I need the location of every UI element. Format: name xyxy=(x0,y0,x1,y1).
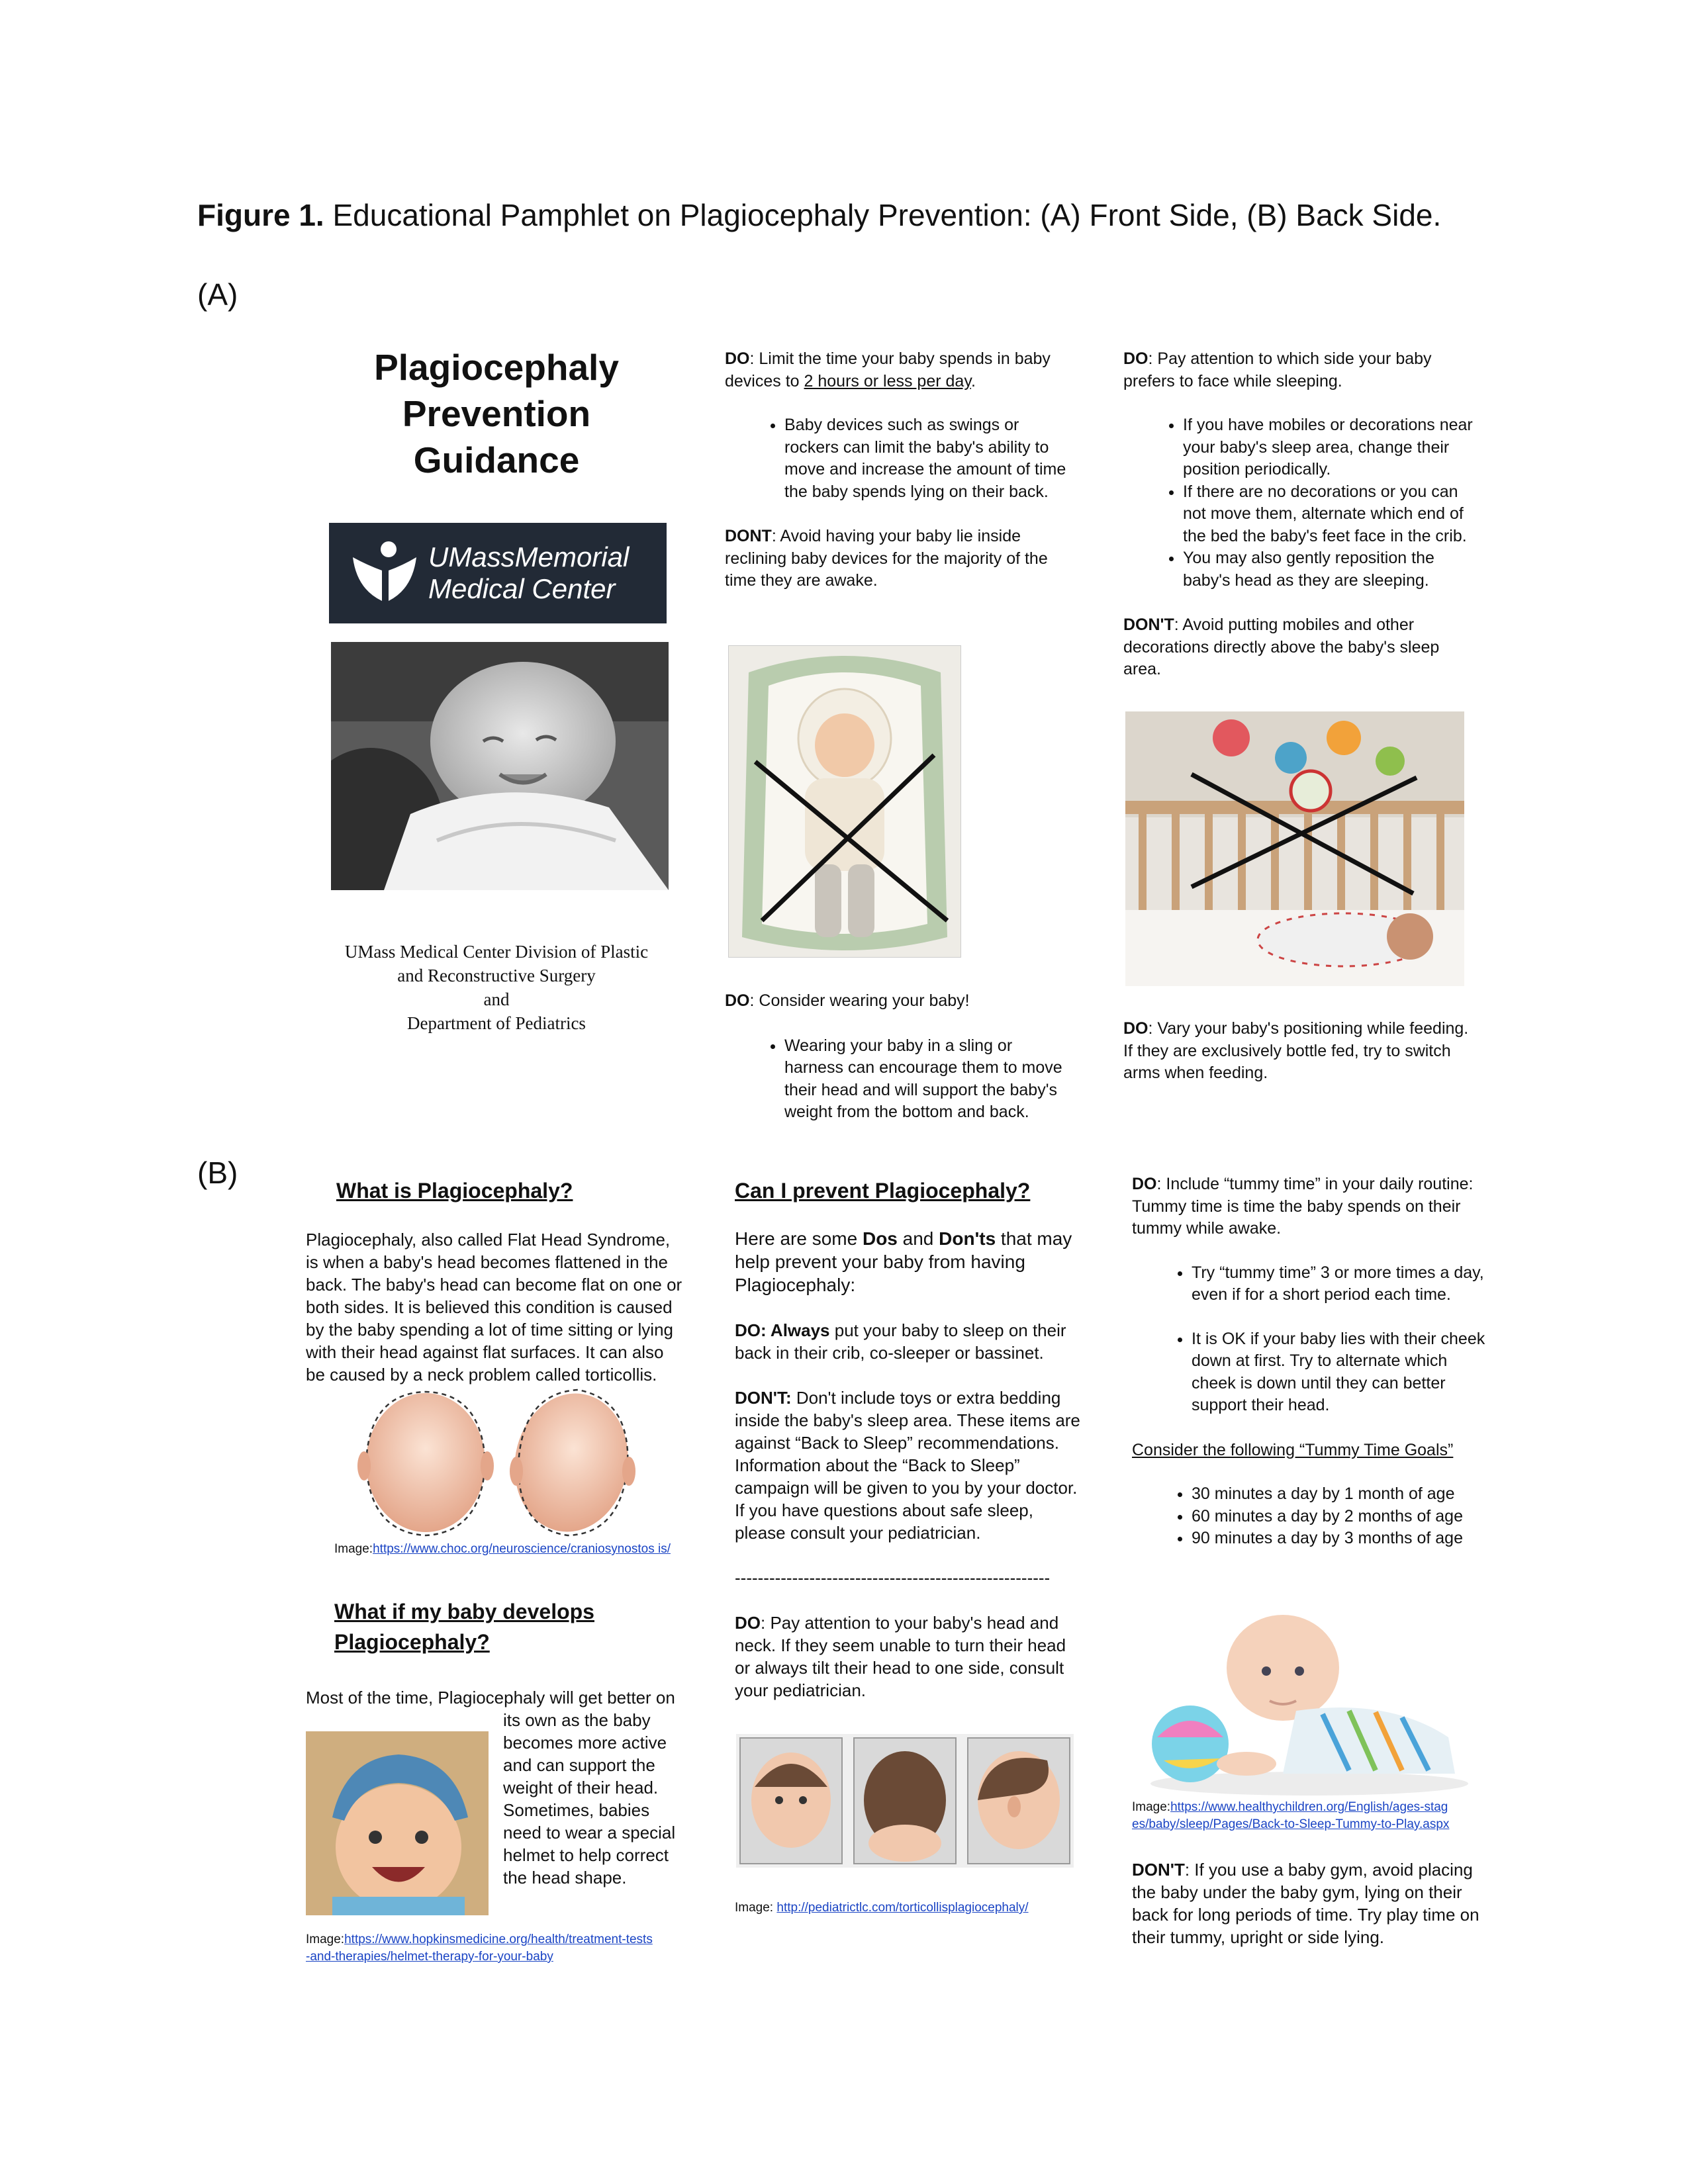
do-label: DO xyxy=(725,349,750,368)
figure-label: Figure 1. xyxy=(197,198,324,232)
do-underlined-text: 2 hours or less per day xyxy=(804,371,971,390)
do-side-preference xyxy=(1123,348,1481,392)
back-column-3 xyxy=(1132,1173,1489,1550)
do-text: put your baby to sleep on their back in their crib, co-sleeper or bassinet. xyxy=(735,1320,1066,1363)
do-tummy-time xyxy=(1132,1173,1489,1240)
paragraph-what-is: Plagiocephaly, also called Flat Head Syndrome, is when a baby's head becomes flattened in the back. The baby's head can become flat on one or both sides. It is believed this condition is caused by the baby spending a lot of time sitting or lying with their head against flat surfaces. It can also be caused by a neck problem called torticollis. xyxy=(306,1230,682,1385)
do-wear-baby xyxy=(725,990,1076,1013)
do-head-neck xyxy=(735,1612,1086,1702)
dont-mobiles-above xyxy=(1123,614,1481,681)
dont-text: : Avoid putting mobiles and other decorations directly above the baby's sleep area. xyxy=(1123,615,1440,678)
dont-text: : If you use a baby gym, avoid placing the baby under the baby gym, lying on their back for long periods of time. Try play time on their tummy, upright or side lying. xyxy=(1132,1860,1479,1947)
do-text: : Pay attention to which side your baby prefers to face while sleeping. xyxy=(1123,349,1432,390)
do-label: DO xyxy=(1123,349,1149,368)
goal-1-month: • 30 minutes a day by 1 month of age xyxy=(1192,1483,1489,1506)
heading-develops xyxy=(334,1596,679,1657)
do-sleep-on-back xyxy=(735,1319,1086,1364)
do-label: DO xyxy=(1123,1019,1149,1038)
heading-can-prevent: Can I prevent Plagiocephaly? xyxy=(735,1179,1031,1203)
dont-text: : Avoid having your baby lie inside reclining baby devices for the majority of the time they are awake. xyxy=(725,527,1048,590)
do-text: : Include “tummy time” in your daily routine: Tummy time is time the baby spends on their tummy while awake. xyxy=(1132,1175,1474,1238)
x-mark-icon xyxy=(729,646,961,957)
crib-mobile-photo xyxy=(1125,711,1464,986)
tummy-time-goals-heading: Consider the following “Tummy Time Goals” xyxy=(1132,1440,1454,1459)
dont-baby-gym xyxy=(1132,1858,1489,1948)
figure-caption-text: Educational Pamphlet on Plagiocephaly Prevention: (A) Front Side, (B) Back Side. xyxy=(324,198,1442,232)
do-label: DO xyxy=(1132,1175,1157,1193)
tummy-time-baby-photo xyxy=(1137,1605,1475,1797)
dont-label: DON'T xyxy=(1123,615,1174,634)
front-title xyxy=(324,344,669,483)
goal-3-months: • 90 minutes a day by 3 months of age xyxy=(1192,1527,1489,1550)
title-line-2: Prevention xyxy=(402,393,591,434)
torticollis-photo-strip xyxy=(736,1734,1074,1868)
heading-develops-line-1: What if my baby develops xyxy=(334,1600,594,1623)
image-credit-link[interactable]: http://pediatrictlc.com/torticollisplagiocephaly/ xyxy=(776,1901,1029,1915)
intro-dos: Dos xyxy=(862,1228,898,1249)
bullet-reposition: • You may also gently reposition the baby's head as they are sleeping. xyxy=(1183,547,1481,592)
front-column-2-lower xyxy=(725,990,1076,1124)
department-line-1: UMass Medical Center Division of Plastic xyxy=(344,942,649,962)
logo-text-line-1: UMassMemorial xyxy=(428,541,630,572)
do-text: : Vary your baby's positioning while feeding. If they are exclusively bottle fed, try to switch arms when feeding. xyxy=(1123,1019,1469,1082)
dont-label: DON'T: xyxy=(735,1388,792,1408)
title-line-1: Plagiocephaly xyxy=(374,347,619,388)
baby-in-rocker-photo xyxy=(728,645,961,958)
panel-a-label: (A) xyxy=(197,277,238,312)
front-column-2 xyxy=(725,348,1076,592)
back-column-1 xyxy=(306,1175,683,1386)
do-label: DO xyxy=(725,991,750,1010)
title-line-3: Guidance xyxy=(413,439,580,480)
goal-2-months: • 60 minutes a day by 2 months of age xyxy=(1192,1506,1489,1528)
figure-caption xyxy=(197,197,1441,233)
intro-and: and xyxy=(897,1228,939,1249)
x-mark-icon xyxy=(1125,711,1464,986)
do-text: : Pay attention to your baby's head and neck. If they seem unable to turn their head or always tilt their head to one side, consult your pediatrician. xyxy=(735,1613,1066,1700)
do-label: DO: Always xyxy=(735,1320,830,1340)
paragraph-develops-first-line: Most of the time, Plagiocephaly will get better on xyxy=(306,1688,675,1707)
image-credit-prefix: Image: xyxy=(735,1901,777,1915)
image-credit-link-line-1[interactable]: https://www.hopkinsmedicine.org/health/treatment-tests xyxy=(344,1933,653,1946)
panel-b-label: (B) xyxy=(197,1156,238,1190)
helmet-baby-photo xyxy=(306,1731,489,1915)
umass-logo xyxy=(329,523,667,623)
bullet-mobiles: • If you have mobiles or decorations near your baby's sleep area, change their position periodically. xyxy=(1183,414,1481,481)
dont-toys-bedding xyxy=(735,1387,1086,1544)
image-credit-link[interactable]: https://www.choc.org/neuroscience/craniosynostos is/ xyxy=(373,1542,671,1556)
bullet-sling: • Wearing your baby in a sling or harness can encourage them to move their head and will support the baby's weight from the bottom and back. xyxy=(784,1035,1076,1124)
do-label: DO xyxy=(735,1613,761,1633)
intro-text-end: that may help prevent your baby from having Plagiocephaly: xyxy=(735,1228,1072,1295)
section-divider: ------------------------------------------------------- xyxy=(735,1568,1051,1588)
do-text-end: . xyxy=(970,371,976,390)
do-text: : Consider wearing your baby! xyxy=(749,991,970,1010)
image-credit-1 xyxy=(334,1541,679,1558)
intro-text: Here are some xyxy=(735,1228,863,1249)
department-line-3: and xyxy=(483,989,510,1009)
intro-donts: Don'ts xyxy=(939,1228,996,1249)
back-column-2 xyxy=(735,1175,1086,1702)
paragraph-develops-rest: its own as the baby becomes more active and can support the weight of their head. Sometimes, babies need to wear a special helmet to help correct the head shape. xyxy=(503,1710,676,1888)
dont-label: DONT xyxy=(725,527,772,545)
image-credit-link-line-2[interactable]: es/baby/sleep/Pages/Back-to-Sleep-Tummy-to-Play.aspx xyxy=(1132,1817,1450,1831)
head-shape-illustration xyxy=(350,1387,667,1539)
intro-dos-donts xyxy=(735,1227,1086,1297)
image-credit-prefix: Image: xyxy=(334,1542,373,1556)
bullet-baby-devices: • Baby devices such as swings or rockers can limit the baby's ability to move and increase the amount of time the baby spends lying on their back. xyxy=(784,414,1076,503)
department-line-2: and Reconstructive Surgery xyxy=(397,966,596,985)
dont-reclining-devices xyxy=(725,525,1076,592)
back-column-3-lower xyxy=(1132,1858,1489,1948)
bullet-cheek-down: • It is OK if your baby lies with their cheek down at first. Try to alternate which cheek is down until they can better support their head. xyxy=(1192,1328,1489,1417)
image-credit-4 xyxy=(1132,1799,1489,1833)
image-credit-link-line-1[interactable]: https://www.healthychildren.org/English/ages-stag xyxy=(1170,1800,1448,1814)
front-column-3-lower xyxy=(1123,1018,1481,1085)
image-credit-prefix: Image: xyxy=(306,1933,345,1946)
heading-what-is: What is Plagiocephaly? xyxy=(336,1179,573,1203)
image-credit-3 xyxy=(735,1899,1086,1917)
image-credit-prefix: Image: xyxy=(1132,1800,1171,1814)
dont-text: Don't include toys or extra bedding inside the baby's sleep area. These items are against “Back to Sleep” recommendations. Information about the “Back to Sleep” campaign will be given to you by your doctor. If you have questions about safe sleep, please consult your pediatrician. xyxy=(735,1388,1080,1543)
image-credit-link-line-2[interactable]: -and-therapies/helmet-therapy-for-your-baby xyxy=(306,1950,553,1964)
image-credit-2 xyxy=(306,1931,683,1966)
bullet-alternate-end: • If there are no decorations or you can not move them, alternate which end of the bed the baby's feet face in the crib. xyxy=(1183,481,1481,548)
umass-logo-icon xyxy=(348,537,420,610)
front-column-3 xyxy=(1123,348,1481,681)
logo-text-line-2: Medical Center xyxy=(428,573,616,604)
do-text: : Limit the time your baby spends in baby devices to xyxy=(725,349,1051,390)
bullet-tummy-frequency: • Try “tummy time” 3 or more times a day, even if for a short period each time. xyxy=(1192,1262,1489,1306)
heading-develops-line-2: Plagiocephaly? xyxy=(334,1630,490,1654)
newborn-photo xyxy=(331,642,669,890)
department-block xyxy=(324,940,669,1035)
dont-label: DON'T xyxy=(1132,1860,1185,1880)
do-vary-feeding xyxy=(1123,1018,1481,1085)
do-limit-devices xyxy=(725,348,1076,392)
department-line-4: Department of Pediatrics xyxy=(407,1013,586,1033)
